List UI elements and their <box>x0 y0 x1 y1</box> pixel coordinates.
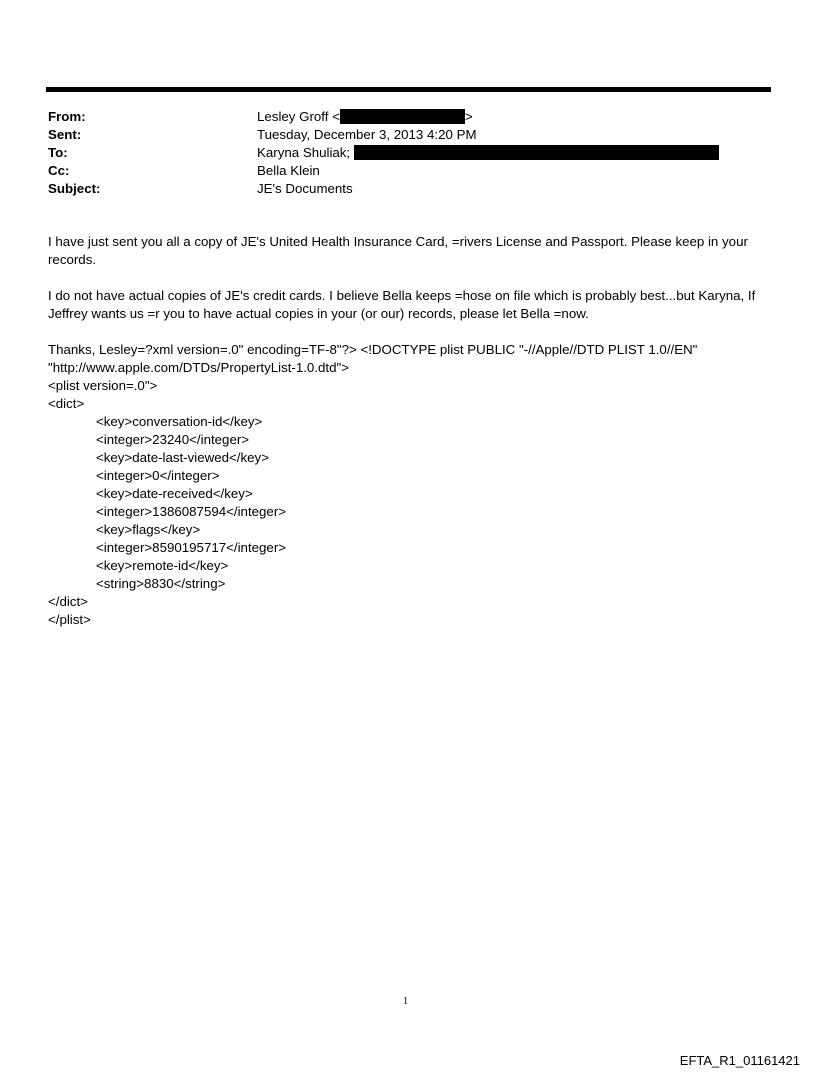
body-paragraph: I have just sent you all a copy of JE's United Health Insurance Card, =rivers License and Passport. Please keep in your records. <box>48 234 748 267</box>
dict-line: <key>date-last-viewed</key> <box>96 450 269 465</box>
from-value <box>257 108 768 126</box>
sent-row <box>48 126 768 144</box>
from-name: Lesley Groff < <box>257 109 340 124</box>
body-line: <dict> <box>48 396 85 411</box>
redaction-box <box>354 145 719 160</box>
body-paragraph: I do not have actual copies of JE's credit cards. I believe Bella keeps =hose on file which is probably best...but Karyna, If Jeffrey wants us =r you to have actual copies in your (or our) records, please let Bella =now. <box>48 288 756 321</box>
subject-label: Subject: <box>48 181 101 196</box>
dict-line: <integer>23240</integer> <box>96 432 250 447</box>
dict-line: <integer>8590195717</integer> <box>96 540 287 555</box>
document-id: EFTA_R1_01161421 <box>679 1053 800 1068</box>
body-line: "http://www.apple.com/DTDs/PropertyList-1.0.dtd"> <box>48 360 349 375</box>
sent-value: Tuesday, December 3, 2013 4:20 PM <box>257 127 477 142</box>
page-number: 1 <box>403 996 408 1007</box>
from-label: From: <box>48 109 86 124</box>
cc-row <box>48 162 768 180</box>
from-row <box>48 108 768 126</box>
cc-value: Bella Klein <box>257 163 320 178</box>
to-row <box>48 144 768 162</box>
dict-line: <key>date-received</key> <box>96 486 253 501</box>
subject-row <box>48 180 768 198</box>
redaction-box <box>340 109 465 124</box>
dict-line: <key>conversation-id</key> <box>96 414 263 429</box>
to-name: Karyna Shuliak; <box>257 145 351 160</box>
body-line: <plist version=.0"> <box>48 378 158 393</box>
subject-value: JE's Documents <box>257 181 353 196</box>
dict-line: <integer>0</integer> <box>96 468 220 483</box>
dict-line: <key>flags</key> <box>96 522 201 537</box>
email-header <box>48 108 768 198</box>
dict-line: <key>remote-id</key> <box>96 558 229 573</box>
email-body <box>48 233 773 629</box>
sent-label: Sent: <box>48 127 82 142</box>
body-line: </dict> <box>48 594 88 609</box>
to-value <box>257 144 768 162</box>
from-close: > <box>464 109 473 124</box>
dict-line: <string>8830</string> <box>96 576 226 591</box>
cc-label: Cc: <box>48 163 70 178</box>
header-divider <box>46 87 771 92</box>
dict-line: <integer>1386087594</integer> <box>96 504 287 519</box>
body-line: </plist> <box>48 612 91 627</box>
to-label: To: <box>48 145 68 160</box>
body-line: Thanks, Lesley=?xml version=.0" encoding=TF-8"?> <!DOCTYPE plist PUBLIC "-//Apple//DTD PLIST 1.0//EN" <box>48 342 698 357</box>
